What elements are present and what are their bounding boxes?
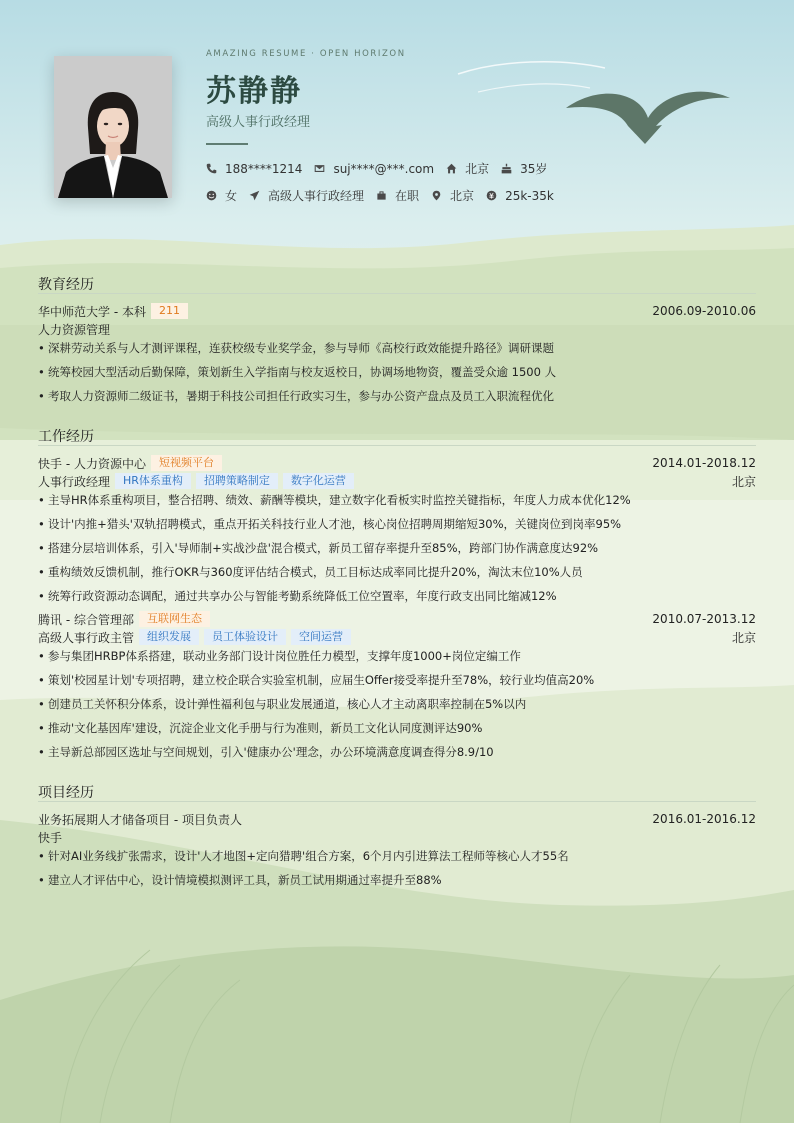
project-name: 业务拓展期人才储备项目 - 项目负责人 <box>38 812 242 827</box>
contact-row <box>206 160 559 177</box>
education-major: 人力资源管理 <box>38 323 111 337</box>
job-bullet: • 搭建分层培训体系，引入'导师制+实战沙盘'混合模式，新员工留存率提升至85%，跨部门协作满意度达92% <box>38 540 598 556</box>
job-bullet: • 统筹行政资源动态调配，通过共享办公与智能考勤系统降低工位空置率，年度行政支出同比缩减12% <box>38 588 557 604</box>
cake-icon <box>501 163 512 174</box>
education-title: 教育经历 <box>38 277 94 293</box>
job-bullet: • 设计'内推+猎头'双轨招聘模式，重点开拓关科技行业人才池，核心岗位招聘周期缩短30%，关键岗位到岗率95% <box>38 516 621 532</box>
skill-tag: HR体系重构 <box>115 473 191 489</box>
gender-text: 女 <box>225 189 238 203</box>
skill-tag: 招聘策略制定 <box>196 473 278 489</box>
skill-tag: 组织发展 <box>139 629 199 645</box>
home-icon <box>446 163 457 174</box>
status-item <box>376 187 419 204</box>
project-bullet: • 针对AI业务线扩张需求，设计'人才地图+定向猎聘'组合方案，6个月内引进算法工程师等核心人才55名 <box>38 848 569 864</box>
project-header <box>38 810 756 828</box>
mail-icon <box>314 163 325 174</box>
job-date: 2014.01-2018.12 <box>652 456 756 470</box>
gender-item <box>206 187 237 204</box>
job-bullet: • 策划'校园星计划'专项招聘，建立校企联合实验室机制，应届生Offer接受率提升至78%，较行业均值高20% <box>38 672 594 688</box>
school-tag: 211 <box>151 303 188 319</box>
send-icon <box>249 190 260 201</box>
education-entry-header <box>38 302 756 320</box>
profile-photo <box>54 56 172 198</box>
job-position-row <box>38 628 756 646</box>
education-divider <box>38 293 756 294</box>
job-bullet: • 主导新总部园区选址与空间规划，引入'健康办公'理念，办公环境满意度调查得分8.9/10 <box>38 744 494 760</box>
school-name: 华中师范大学 - 本科 <box>38 304 146 319</box>
job-date: 2010.07-2013.12 <box>652 612 756 626</box>
job-header <box>38 610 756 628</box>
skill-tag: 数字化运营 <box>283 473 354 489</box>
education-bullet: • 统筹校园大型活动后勤保障，策划新生入学指南与校友返校日，协调场地物资，覆盖受众逾 1500 人 <box>38 364 556 380</box>
job-position: 人事行政经理 <box>38 474 111 489</box>
candidate-title: 高级人事行政经理 <box>206 115 311 130</box>
job-bullet: • 重构绩效反馈机制，推行OKR与360度评估结合模式，员工目标达成率同比提升20%，淘汰末位10%人员 <box>38 564 583 580</box>
salary-icon <box>486 190 497 201</box>
candidate-name: 苏静静 <box>206 74 302 109</box>
education-bullet: • 深耕劳动关系与人才测评课程，连获校级专业奖学金，参与导师《高校行政效能提升路径》调研课题 <box>38 340 554 356</box>
status-icon <box>376 190 387 201</box>
phone-text: 188****1214 <box>225 161 303 176</box>
job-position: 高级人事行政主管 <box>38 630 135 645</box>
job-header <box>38 454 756 472</box>
projects-divider <box>38 801 756 802</box>
email-text: suj****@***.com <box>333 161 435 176</box>
city-text: 北京 <box>450 189 475 203</box>
project-bullet: • 建立人才评估中心，设计情境模拟测评工具，新员工试用期通过率提升至88% <box>38 872 442 888</box>
salary-item <box>486 189 554 203</box>
age-text: 35岁 <box>520 162 548 176</box>
skill-tag: 空间运营 <box>291 629 351 645</box>
portrait-image <box>54 56 172 198</box>
city-item <box>431 187 474 204</box>
job-position-row <box>38 472 756 490</box>
company-tag: 短视频平台 <box>151 455 222 471</box>
location-icon <box>431 190 442 201</box>
skill-tag: 员工体验设计 <box>204 629 286 645</box>
project-company: 快手 <box>38 831 63 845</box>
job-company: 腾讯 - 综合管理部 <box>38 612 134 627</box>
work-divider <box>38 445 756 446</box>
residence-item <box>446 160 489 177</box>
target-position-text: 高级人事行政经理 <box>268 189 365 203</box>
job-bullet: • 推动'文化基因库'建设，沉淀企业文化手册与行为准则，新员工文化认同度测评达90% <box>38 720 482 736</box>
work-title: 工作经历 <box>38 429 94 445</box>
gender-icon <box>206 190 217 201</box>
job-company: 快手 - 人力资源中心 <box>38 456 146 471</box>
status-text: 在职 <box>395 189 420 203</box>
salary-text: 25k-35k <box>505 188 554 203</box>
project-date: 2016.01-2016.12 <box>652 812 756 826</box>
residence-text: 北京 <box>465 162 490 176</box>
tagline: AMAZING RESUME · OPEN HORIZON <box>206 49 406 59</box>
phone-icon <box>206 163 217 174</box>
job-bullet: • 创建员工关怀积分体系，设计弹性福利包与职业发展通道，核心人才主动离职率控制在5%以内 <box>38 696 526 712</box>
education-bullet: • 考取人力资源师二级证书，暑期于科技公司担任行政实习生，参与办公资产盘点及员工入职流程优化 <box>38 388 554 404</box>
job-city: 北京 <box>731 474 756 489</box>
title-divider <box>206 143 248 145</box>
phone-item <box>206 162 302 176</box>
job-bullet: • 参与集团HRBP体系搭建，联动业务部门设计岗位胜任力模型，支撑年度1000+岗位定编工作 <box>38 648 521 664</box>
job-city: 北京 <box>731 630 756 645</box>
email-item <box>314 162 434 176</box>
age-item <box>501 160 547 177</box>
projects-title: 项目经历 <box>38 785 94 801</box>
profile-row <box>206 187 566 204</box>
company-tag: 互联网生态 <box>139 611 210 627</box>
education-date: 2006.09-2010.06 <box>652 304 756 318</box>
job-bullet: • 主导HR体系重构项目，整合招聘、绩效、薪酬等模块，建立数字化看板实时监控关键指标，年度人力成本优化12% <box>38 492 631 508</box>
target-position-item <box>249 187 364 204</box>
